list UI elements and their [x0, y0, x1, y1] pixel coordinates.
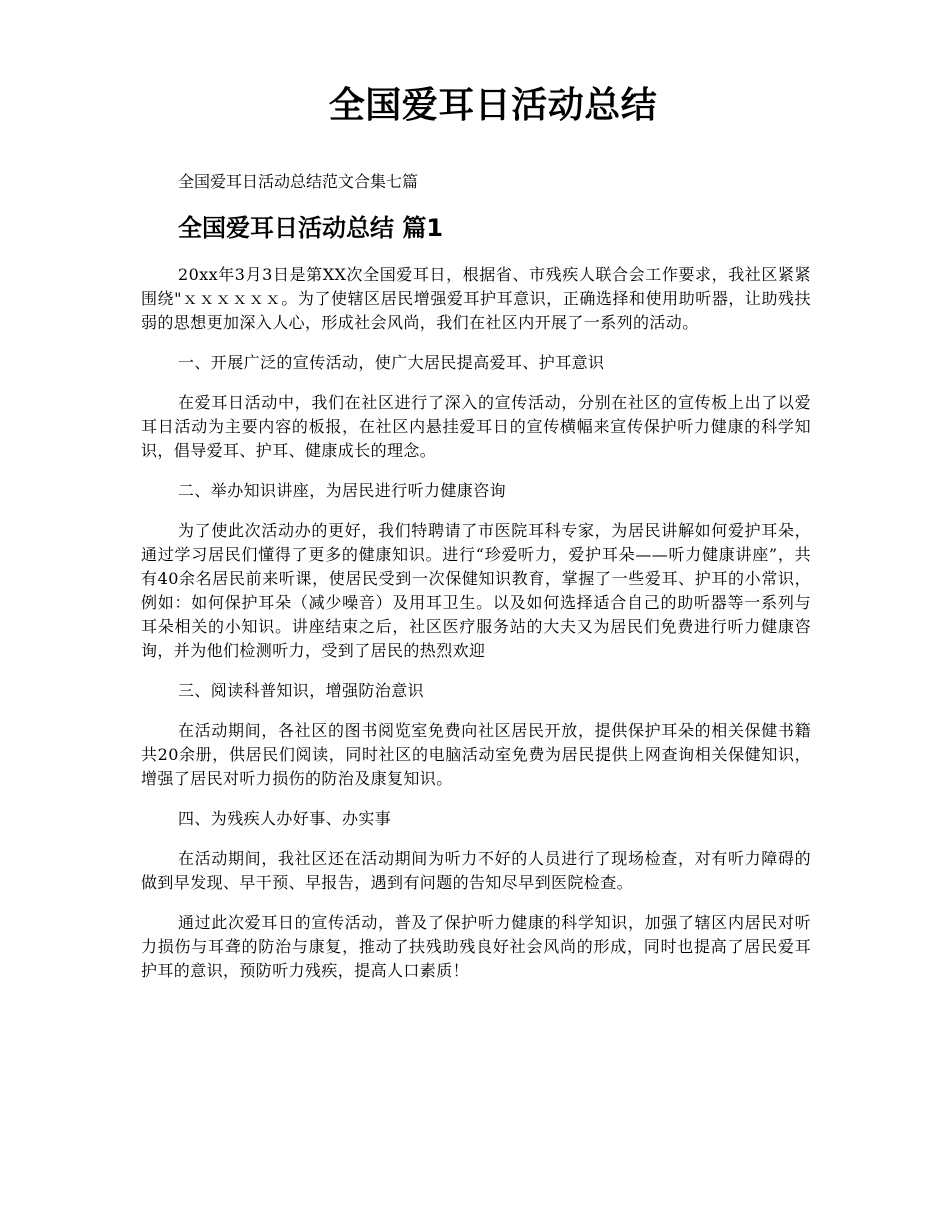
paragraph-heading-4: 四、为残疾人办好事、办实事 [178, 809, 392, 828]
paragraph-heading-1: 一、开展广泛的宣传活动，使广大居民提高爱耳、护耳意识 [178, 353, 605, 372]
paragraph-body-4: 在活动期间，我社区还在活动期间为听力不好的人员进行了现场检查，对有听力障碍的做到早发现、早干预、早报告，遇到有问题的告知尽早到医院检查。 [141, 849, 811, 892]
paragraph-heading-2: 二、举办知识讲座，为居民进行听力健康咨询 [178, 481, 507, 500]
paragraph-conclusion: 通过此次爱耳日的宣传活动，普及了保护听力健康的科学知识，加强了辖区内居民对听力损伤与耳聋的防治与康复，推动了扶残助残良好社会风尚的形成，同时也提高了居民爱耳护耳的意识，预防听力残疾，提高人口素质！ [141, 913, 811, 980]
paragraph-body-2: 为了使此次活动办的更好，我们特聘请了市医院耳科专家，为居民讲解如何爱护耳朵，通过学习居民们懂得了更多的健康知识。进行“珍爱听力，爱护耳朵——听力健康讲座”，共有40余名居民前来听课，使居民受到一次保健知识教育，掌握了一些爱耳、护耳的小常识，例如：如何保护耳朵（减少噪音）及用耳卫生。以及如何选择适合自己的助听器等一系列与耳朵相关的小知识。讲座结束之后，社区医疗服务站的大夫又为居民们免费进行听力健康咨询，并为他们检测听力，受到了居民的热烈欢迎 [141, 521, 811, 660]
paragraph-body-1: 在爱耳日活动中，我们在社区进行了深入的宣传活动，分别在社区的宣传板上出了以爱耳日活动为主要内容的板报，在社区内悬挂爱耳日的宣传横幅来宣传保护听力健康的科学知识，倡导爱耳、护耳、健康成长的理念。 [141, 393, 811, 460]
paragraph-intro: 20xx年3月3日是第XX次全国爱耳日，根据省、市残疾人联合会工作要求，我社区紧紧围绕"ｘｘｘｘｘｘ。为了使辖区居民增强爱耳护耳意识，正确选择和使用助听器，让助残扶弱的思想更加深入人心，形成社会风尚，我们在社区内开展了一系列的活动。 [141, 265, 811, 332]
document-body [141, 263, 811, 999]
paragraph-body-3: 在活动期间，各社区的图书阅览室免费向社区居民开放，提供保护耳朵的相关保健书籍共20余册，供居民们阅读，同时社区的电脑活动室免费为居民提供上网查询相关保健知识，增强了居民对听力损伤的防治及康复知识。 [141, 721, 811, 788]
paragraph-heading-3: 三、阅读科普知识，增强防治意识 [178, 681, 425, 700]
document-title: 全国爱耳日活动总结 [328, 85, 658, 126]
section-heading: 全国爱耳日活动总结 篇1 [178, 214, 444, 242]
document-subtitle: 全国爱耳日活动总结范文合集七篇 [178, 172, 419, 191]
